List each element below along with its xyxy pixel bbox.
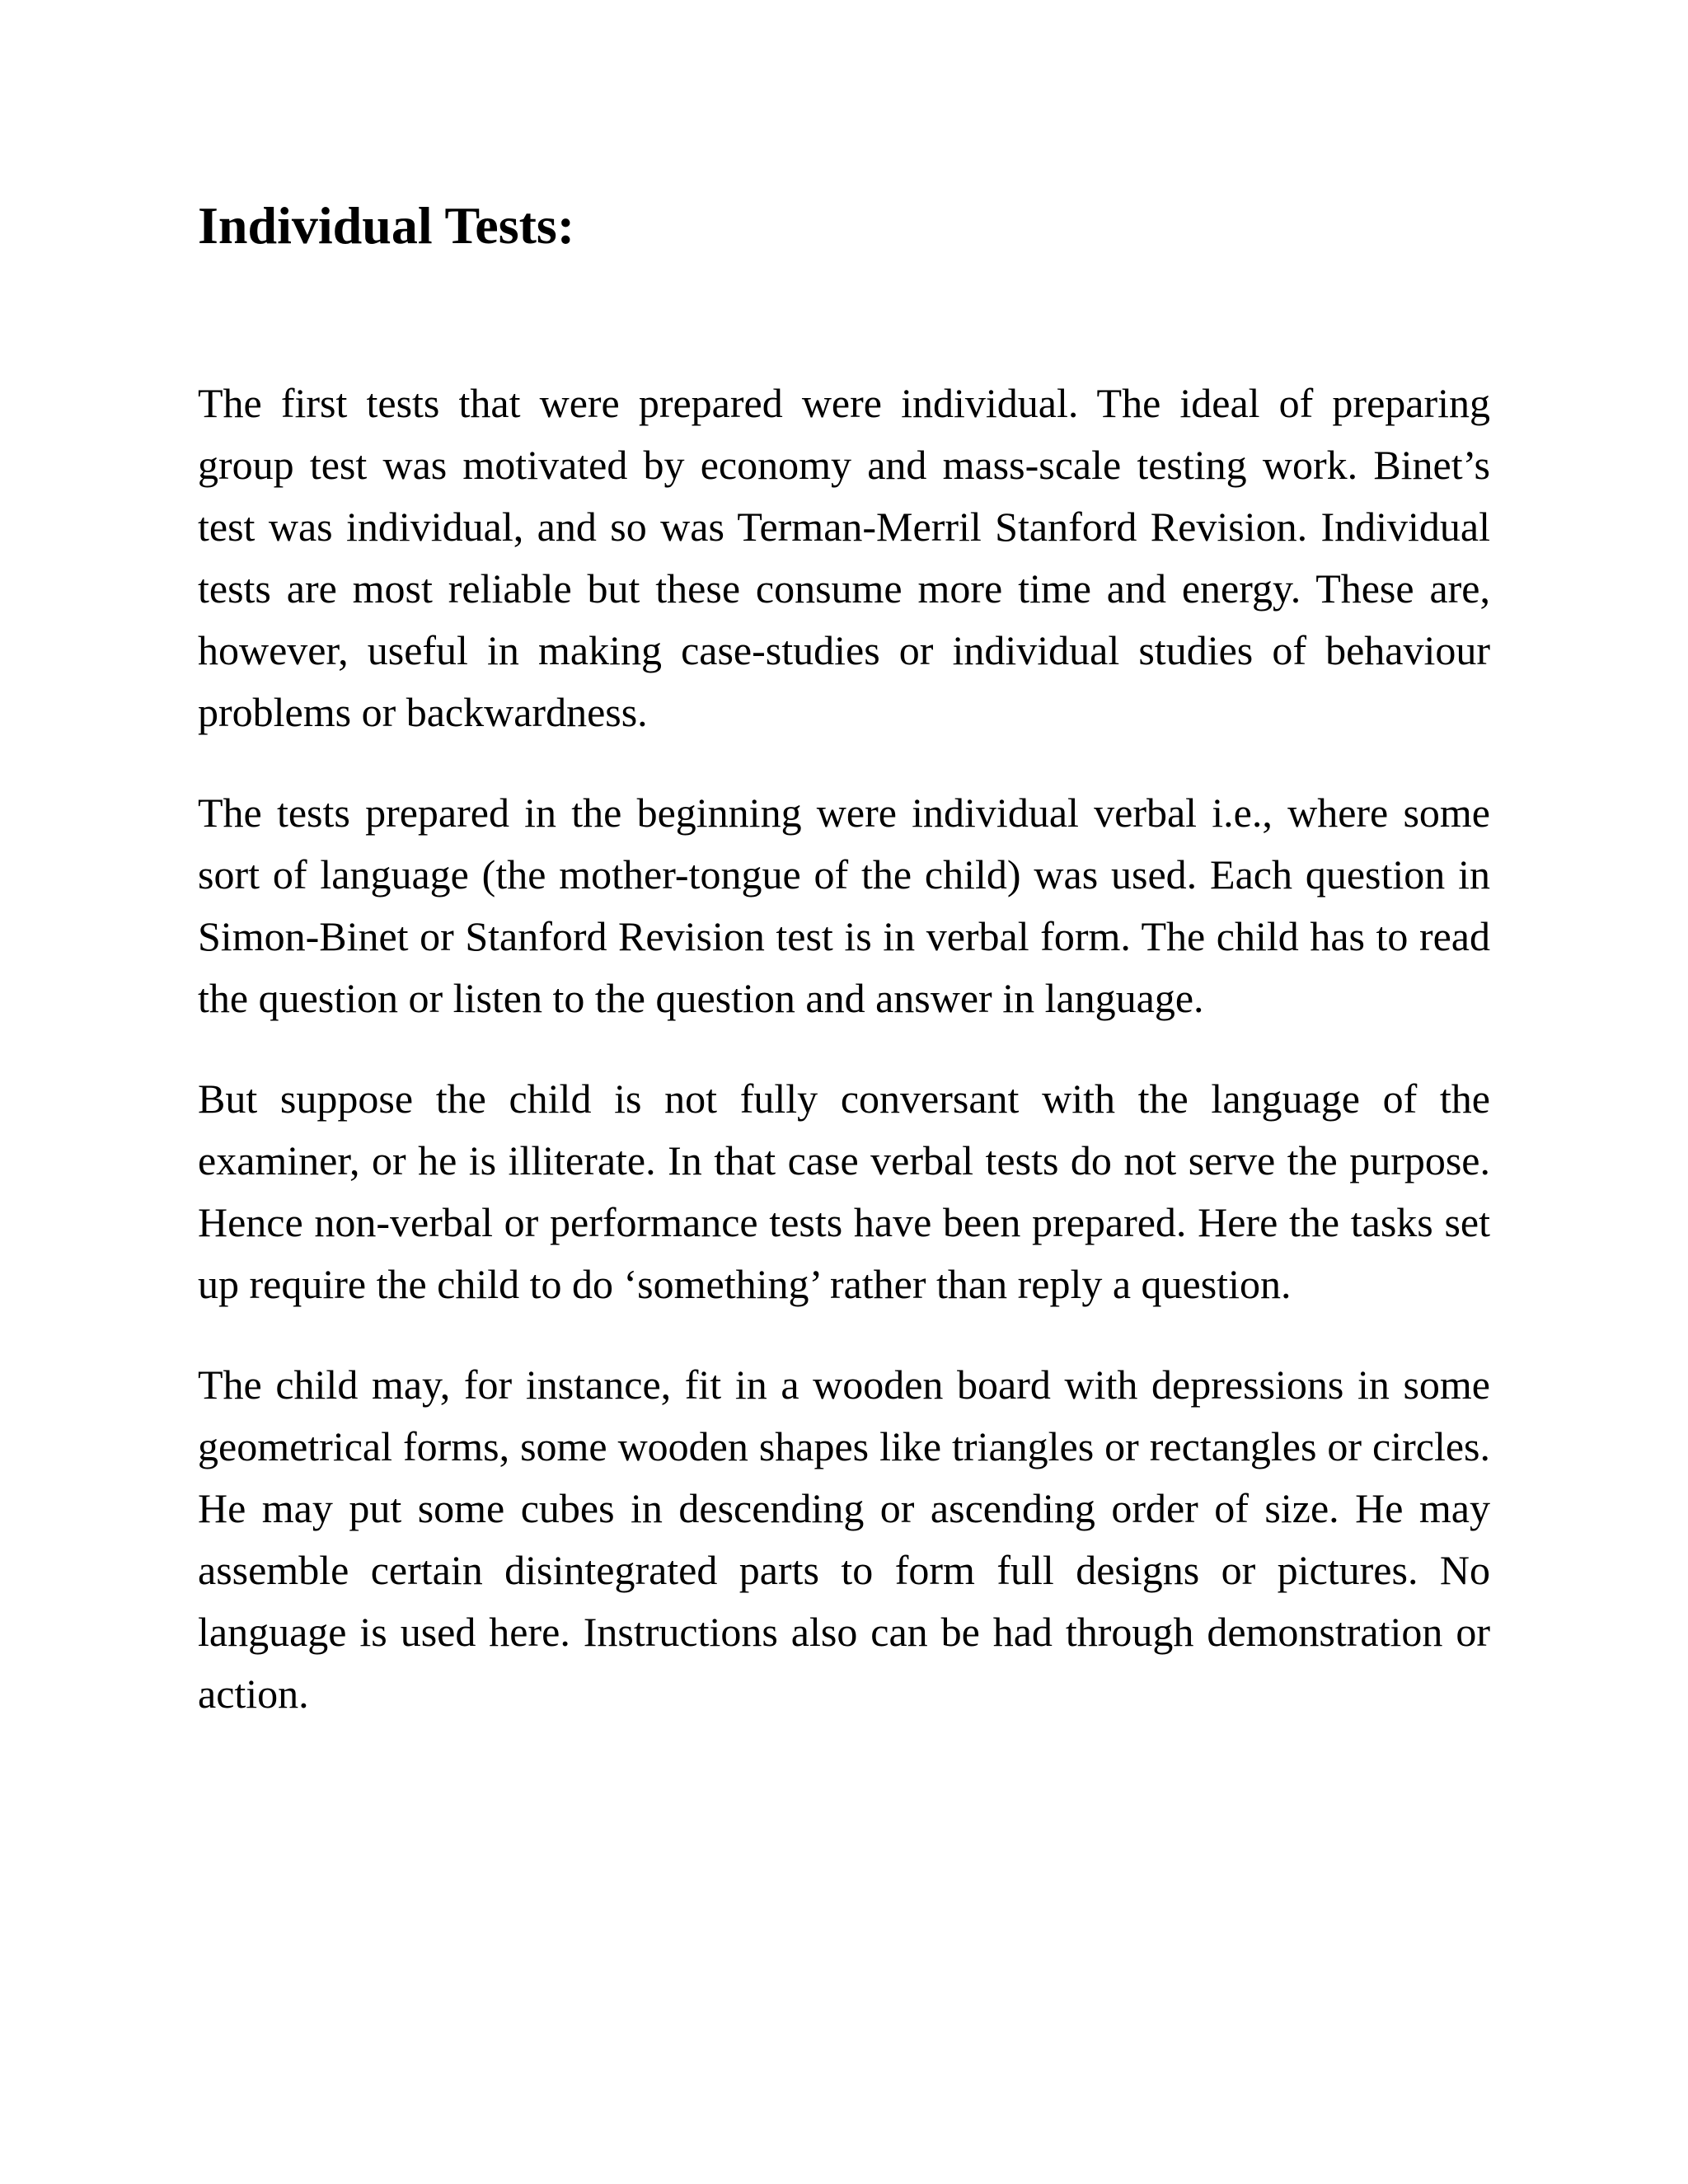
paragraph-performance-examples: The child may, for instance, fit in a wooden board with depressions in some geometrical forms, some wooden shapes like triangles or rectangles or circles. He may put some cubes in descending or ascending order of size. He may assemble certain disintegrated parts to form full designs or pictures. No language is used here. Instructions also can be had through demonstration or action. <box>198 1361 1490 1717</box>
body-text <box>198 373 1490 1725</box>
paragraph-individual-tests-intro: The first tests that were prepared were individual. The ideal of preparing group test was motivated by economy and mass-scale testing work. Binet’s test was individual, and so was Terman-Merril Stanford Revision. Individual tests are most reliable but these consume more time and energy. These are, however, useful in making case-studies or individual studies of behaviour problems or backwardness. <box>198 380 1490 735</box>
section-heading: Individual Tests: <box>198 196 575 255</box>
paragraph-non-verbal-tests: But suppose the child is not fully conversant with the language of the examiner, or he is illiterate. In that case verbal tests do not serve the purpose. Hence non-verbal or performance tests have been prepared. Here the tasks set up require the child to do ‘something’ rather than reply a question. <box>198 1076 1490 1307</box>
paragraph-verbal-tests: The tests prepared in the beginning were individual verbal i.e., where some sort of language (the mother-tongue of the child) was used. Each question in Simon-Binet or Stanford Revision test is in verbal form. The child has to read the question or listen to the question and answer in language. <box>198 790 1490 1021</box>
